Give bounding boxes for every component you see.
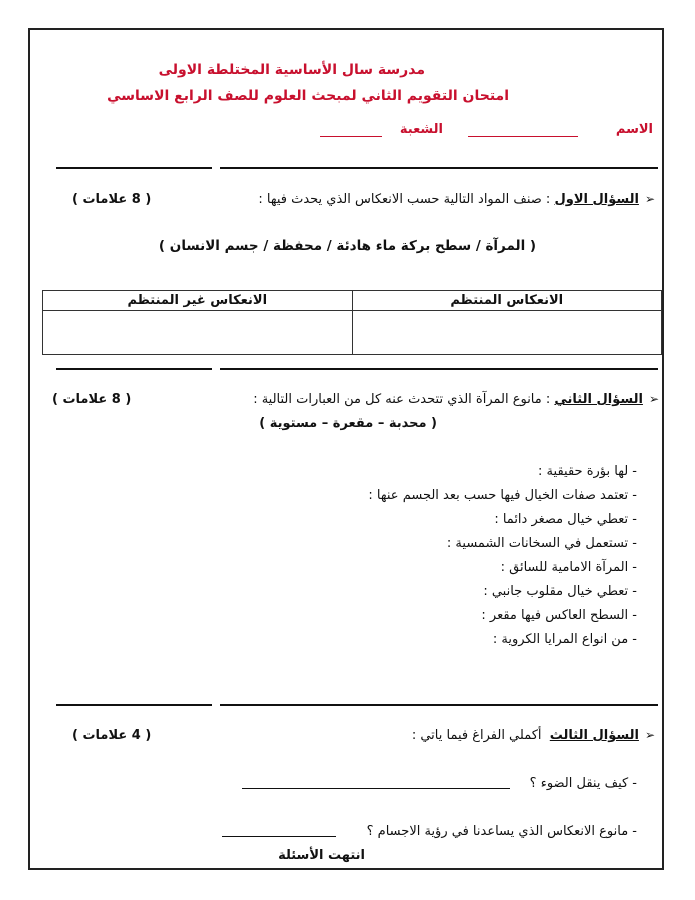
q1-prompt <box>258 192 655 207</box>
separator <box>220 704 658 706</box>
q3-item: - كيف ينقل الضوء ؟ <box>529 776 637 791</box>
school-name: مدرسة سال الأساسية المختلطة الاولى <box>158 62 425 78</box>
section-label: الشعبة <box>399 122 443 137</box>
page-border <box>28 28 664 870</box>
q1-text: : صنف المواد التالية حسب الانعكاس الذي يحدث فيها : <box>258 192 551 207</box>
checkmark-arrow-icon: ➢ <box>644 192 655 206</box>
q3-title: السؤال الثالث <box>549 728 639 743</box>
q2-marks: ( 8 علامات ) <box>52 392 132 407</box>
q1-materials: ( المرآة / سطح بركة ماء هادئة / محفظة / جسم الانسان ) <box>158 238 537 254</box>
checkmark-arrow-icon: ➢ <box>648 392 659 406</box>
q1-title: السؤال الاول <box>554 192 639 207</box>
q2-options: ( محدبة – مقعرة – مستوية ) <box>259 416 437 431</box>
q2-item: - السطح العاكس فيها مقعر : <box>481 608 637 623</box>
separator <box>56 368 212 370</box>
q2-prompt <box>253 392 659 407</box>
q1-marks: ( 8 علامات ) <box>72 192 152 207</box>
q3-answer-blank[interactable] <box>242 788 510 789</box>
separator <box>56 704 212 706</box>
separator <box>220 167 658 169</box>
end-of-questions: انتهت الأسئلة <box>278 848 365 863</box>
q2-item: - لها بؤرة حقيقية : <box>538 464 637 479</box>
q3-marks: ( 4 علامات ) <box>72 728 152 743</box>
q2-item: - المرآة الامامية للسائق : <box>500 560 637 575</box>
name-blank[interactable] <box>468 136 578 137</box>
q3-prompt <box>412 728 655 743</box>
q3-text: أكملي الفراغ فيما ياتي : <box>411 728 542 743</box>
q2-item: - تعطي خيال مقلوب جانبي : <box>483 584 637 599</box>
exam-title: امتحان التقويم الثاني لمبحث العلوم للصف الرابع الاساسي <box>107 88 509 104</box>
separator <box>56 167 212 169</box>
cell-irregular-answer[interactable] <box>43 311 353 355</box>
q2-item: - تستعمل في السخانات الشمسية : <box>446 536 637 551</box>
q3-item: - مانوع الانعكاس الذي يساعدنا في رؤية الاجسام ؟ <box>366 824 637 839</box>
q3-answer-blank[interactable] <box>222 836 336 837</box>
col-irregular-reflection: الانعكاس غير المنتظم <box>43 291 353 311</box>
q1-table <box>42 290 662 355</box>
separator <box>220 368 658 370</box>
section-blank[interactable] <box>320 136 382 137</box>
col-regular-reflection: الانعكاس المنتظم <box>352 291 662 311</box>
q2-item: - تعتمد صفات الخيال فيها حسب بعد الجسم عنها : <box>368 488 637 503</box>
q2-title: السؤال الثاني <box>554 392 643 407</box>
q2-text: : مانوع المرآة الذي تتحدث عنه كل من العبارات التالية : <box>253 392 551 407</box>
checkmark-arrow-icon: ➢ <box>644 728 655 742</box>
q2-item: - من انواع المرايا الكروية : <box>492 632 637 647</box>
q2-item: - تعطي خيال مصغر دائما : <box>494 512 637 527</box>
cell-regular-answer[interactable] <box>352 311 662 355</box>
name-label: الاسم <box>615 122 653 137</box>
